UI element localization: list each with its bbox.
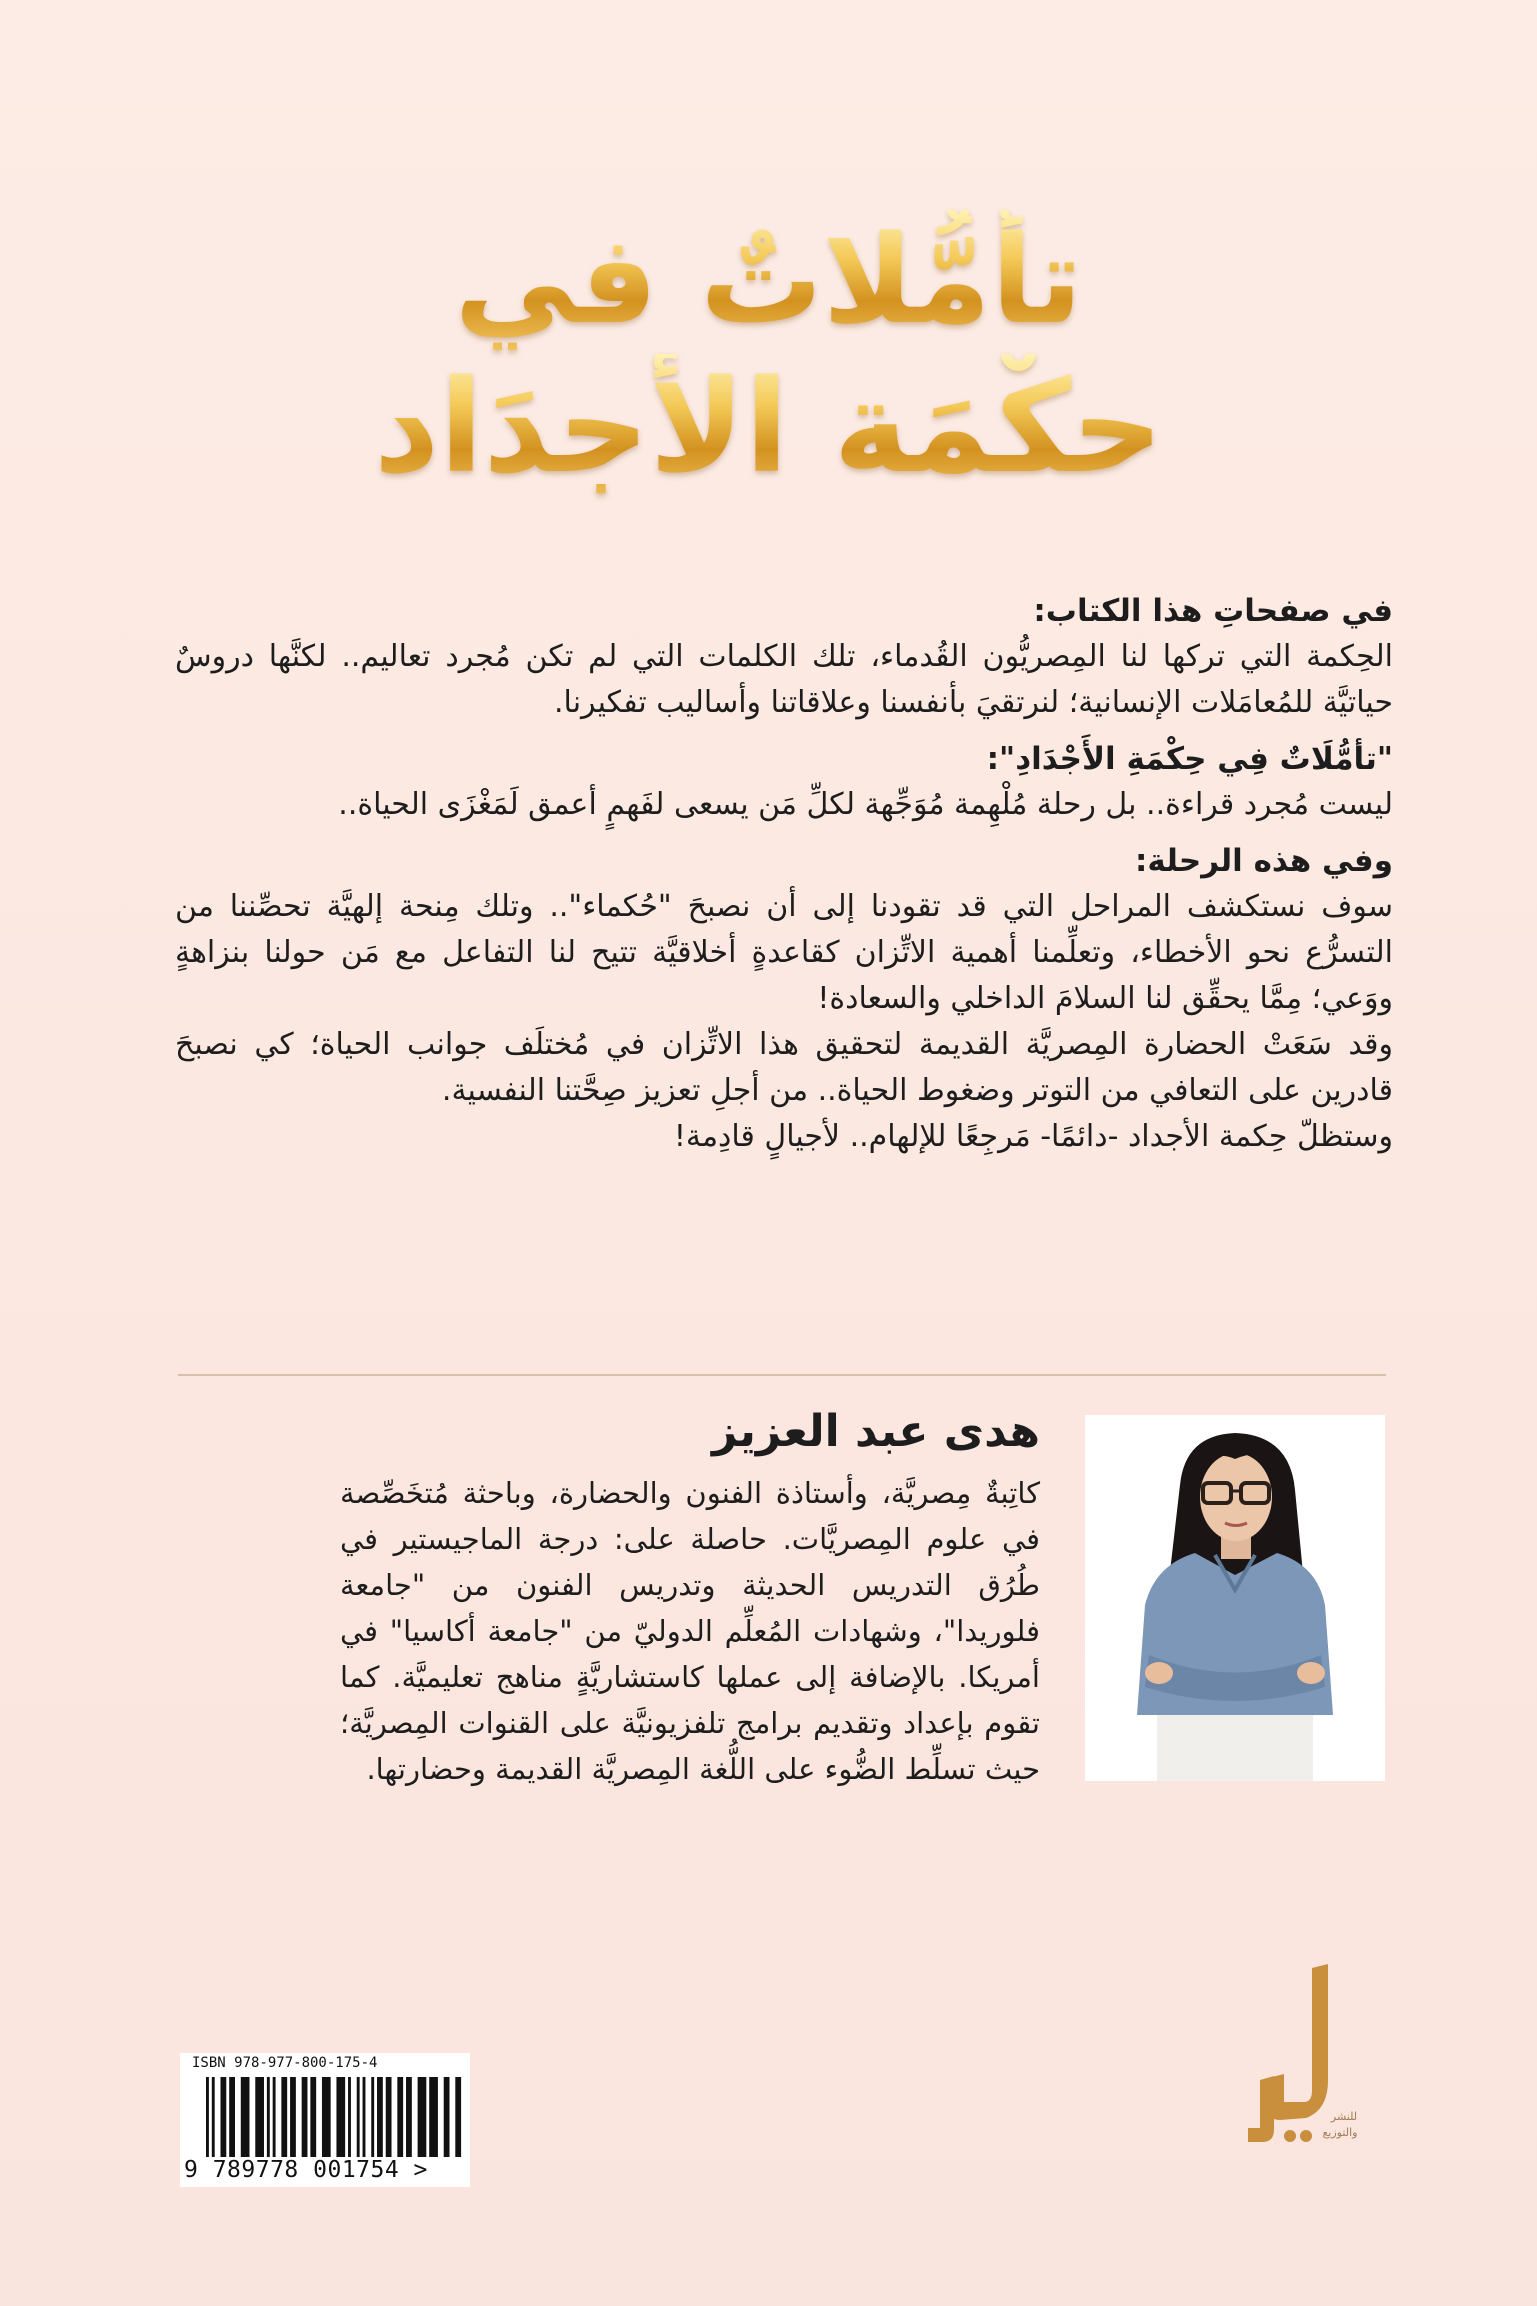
barcode-bar (357, 2077, 360, 2157)
barcode-bar (267, 2077, 270, 2157)
blurb-paragraph-explore: سوف نستكشف المراحل التي قد تقودنا إلى أن نصبحَ "حُكماء".. وتلك مِنحة إلهيَّة تحصِّننا من التسرُّع نحو الأخطاء، وتعلِّمنا أهمية الاتِّزان كقاعدةٍ أخلاقيَّة تتيح لنا التفاعل مع مَن حولنا بنزاهةٍ ووَعي؛ مِمَّا يحقِّق لنا السلامَ الداخلي والسعادة! (175, 889, 1393, 1016)
barcode-bar (281, 2077, 287, 2157)
blurb-heading-book-title: "تأمُّلَاتٌ فِي حِكْمَةِ الأَجْدَادِ": (986, 741, 1393, 777)
title-line-2: حكْمَة الأجدَاد (300, 354, 1237, 501)
barcode-bar (429, 2077, 438, 2157)
svg-text:للنشر: للنشر (1330, 2110, 1358, 2123)
barcode-bar (206, 2077, 209, 2157)
blurb-paragraph-wisdom: الحِكمة التي تركها لنا المِصريُّون القُدماء، تلك الكلمات التي لم تكن مُجرد تعاليم.. لكنَّها دروسٌ حياتيَّة للمُعامَلات الإنسانية؛ لنرتقيَ بأنفسنا وعلاقاتنا وأساليب تفكيرنا. (175, 639, 1393, 720)
blurb-heading-in-journey: وفي هذه الرحلة: (1135, 843, 1393, 879)
barcode-bar (444, 2077, 450, 2157)
title-line-1: تأمُّلاتٌ في (300, 210, 1237, 350)
blurb-paragraph-closing: وستظلّ حِكمة الأجداد -دائمًا- مَرجِعًا للإلهام.. لأجيالٍ قادِمة! (673, 1119, 1393, 1154)
blurb-heading-in-pages: في صفحاتِ هذا الكتاب: (1033, 593, 1393, 629)
barcode-bar (397, 2077, 403, 2157)
barcode-bar (322, 2077, 331, 2157)
author-name: هدى عبد العزيز (711, 1406, 1040, 1457)
svg-text:والتوزيع: والتوزيع (1322, 2126, 1358, 2139)
publisher-logo (1240, 1960, 1360, 2170)
blurb-paragraph-journey: ليست مُجرد قراءة.. بل رحلة مُلْهِمة مُوَجِّهة لكلِّ مَن يسعى لفَهمٍ أعمق لَمَغْزَى الحياة.. (338, 787, 1393, 822)
barcode-bar (220, 2077, 226, 2157)
barcode-bar (302, 2077, 308, 2157)
publisher-logo-mark (1240, 1960, 1360, 2170)
isbn-label: ISBN 978-977-800-175-4 (192, 2055, 378, 2071)
barcode-bar (386, 2077, 392, 2157)
book-title (300, 210, 1237, 540)
barcode-bar (336, 2077, 345, 2157)
barcode-digits: 9 789778 001754 > (184, 2157, 428, 2183)
barcode-bar (290, 2077, 296, 2157)
barcode-bar (310, 2077, 316, 2157)
barcode-bar (371, 2077, 374, 2157)
barcode-bars (206, 2077, 464, 2157)
barcode-bar (273, 2077, 276, 2157)
barcode-bar (348, 2077, 351, 2157)
barcode-bar (418, 2077, 427, 2157)
barcode-bar (241, 2077, 250, 2157)
book-blurb (175, 588, 1393, 1170)
barcode-bar (212, 2077, 215, 2157)
blurb-paragraph-balance: وقد سَعَتْ الحضارة المِصريَّة القديمة لتحقيق هذا الاتِّزان في مُختلَف جوانب الحياة؛ كي نصبحَ قادرين على التعافي من التوتر وضغوط الحياة.. من أجلِ تعزيز صِحَّتنا النفسية. (175, 1027, 1393, 1108)
author-photo (1085, 1415, 1385, 1781)
barcode-bar (455, 2077, 461, 2157)
author-portrait-illustration (1085, 1415, 1385, 1781)
section-divider (178, 1374, 1386, 1376)
barcode-bar (377, 2077, 383, 2157)
barcode-bar (363, 2077, 366, 2157)
barcode-bar (229, 2077, 235, 2157)
barcode-bar (406, 2077, 412, 2157)
author-bio: كاتِبةٌ مِصريَّة، وأستاذة الفنون والحضارة، وباحثة مُتخَصِّصة في علوم المِصريَّات. حاصلة على: درجة الماجيستير في طُرُق التدريس الحديثة وتدريس الفنون من "جامعة فلوريدا"، وشهادات المُعلِّم الدوليّ من "جامعة أكاسيا" في أمريكا. بالإضافة إلى عملها كاستشاريَّةٍ مناهج تعليميَّة. كما تقوم بإعداد وتقديم برامج تلفزيونيَّة على القنوات المِصريَّة؛ حيث تسلِّط الضُّوء على اللُّغة المِصريَّة القديمة وحضارتها. (340, 1476, 1040, 1786)
isbn-barcode (180, 2053, 470, 2187)
barcode-bar (255, 2077, 264, 2157)
